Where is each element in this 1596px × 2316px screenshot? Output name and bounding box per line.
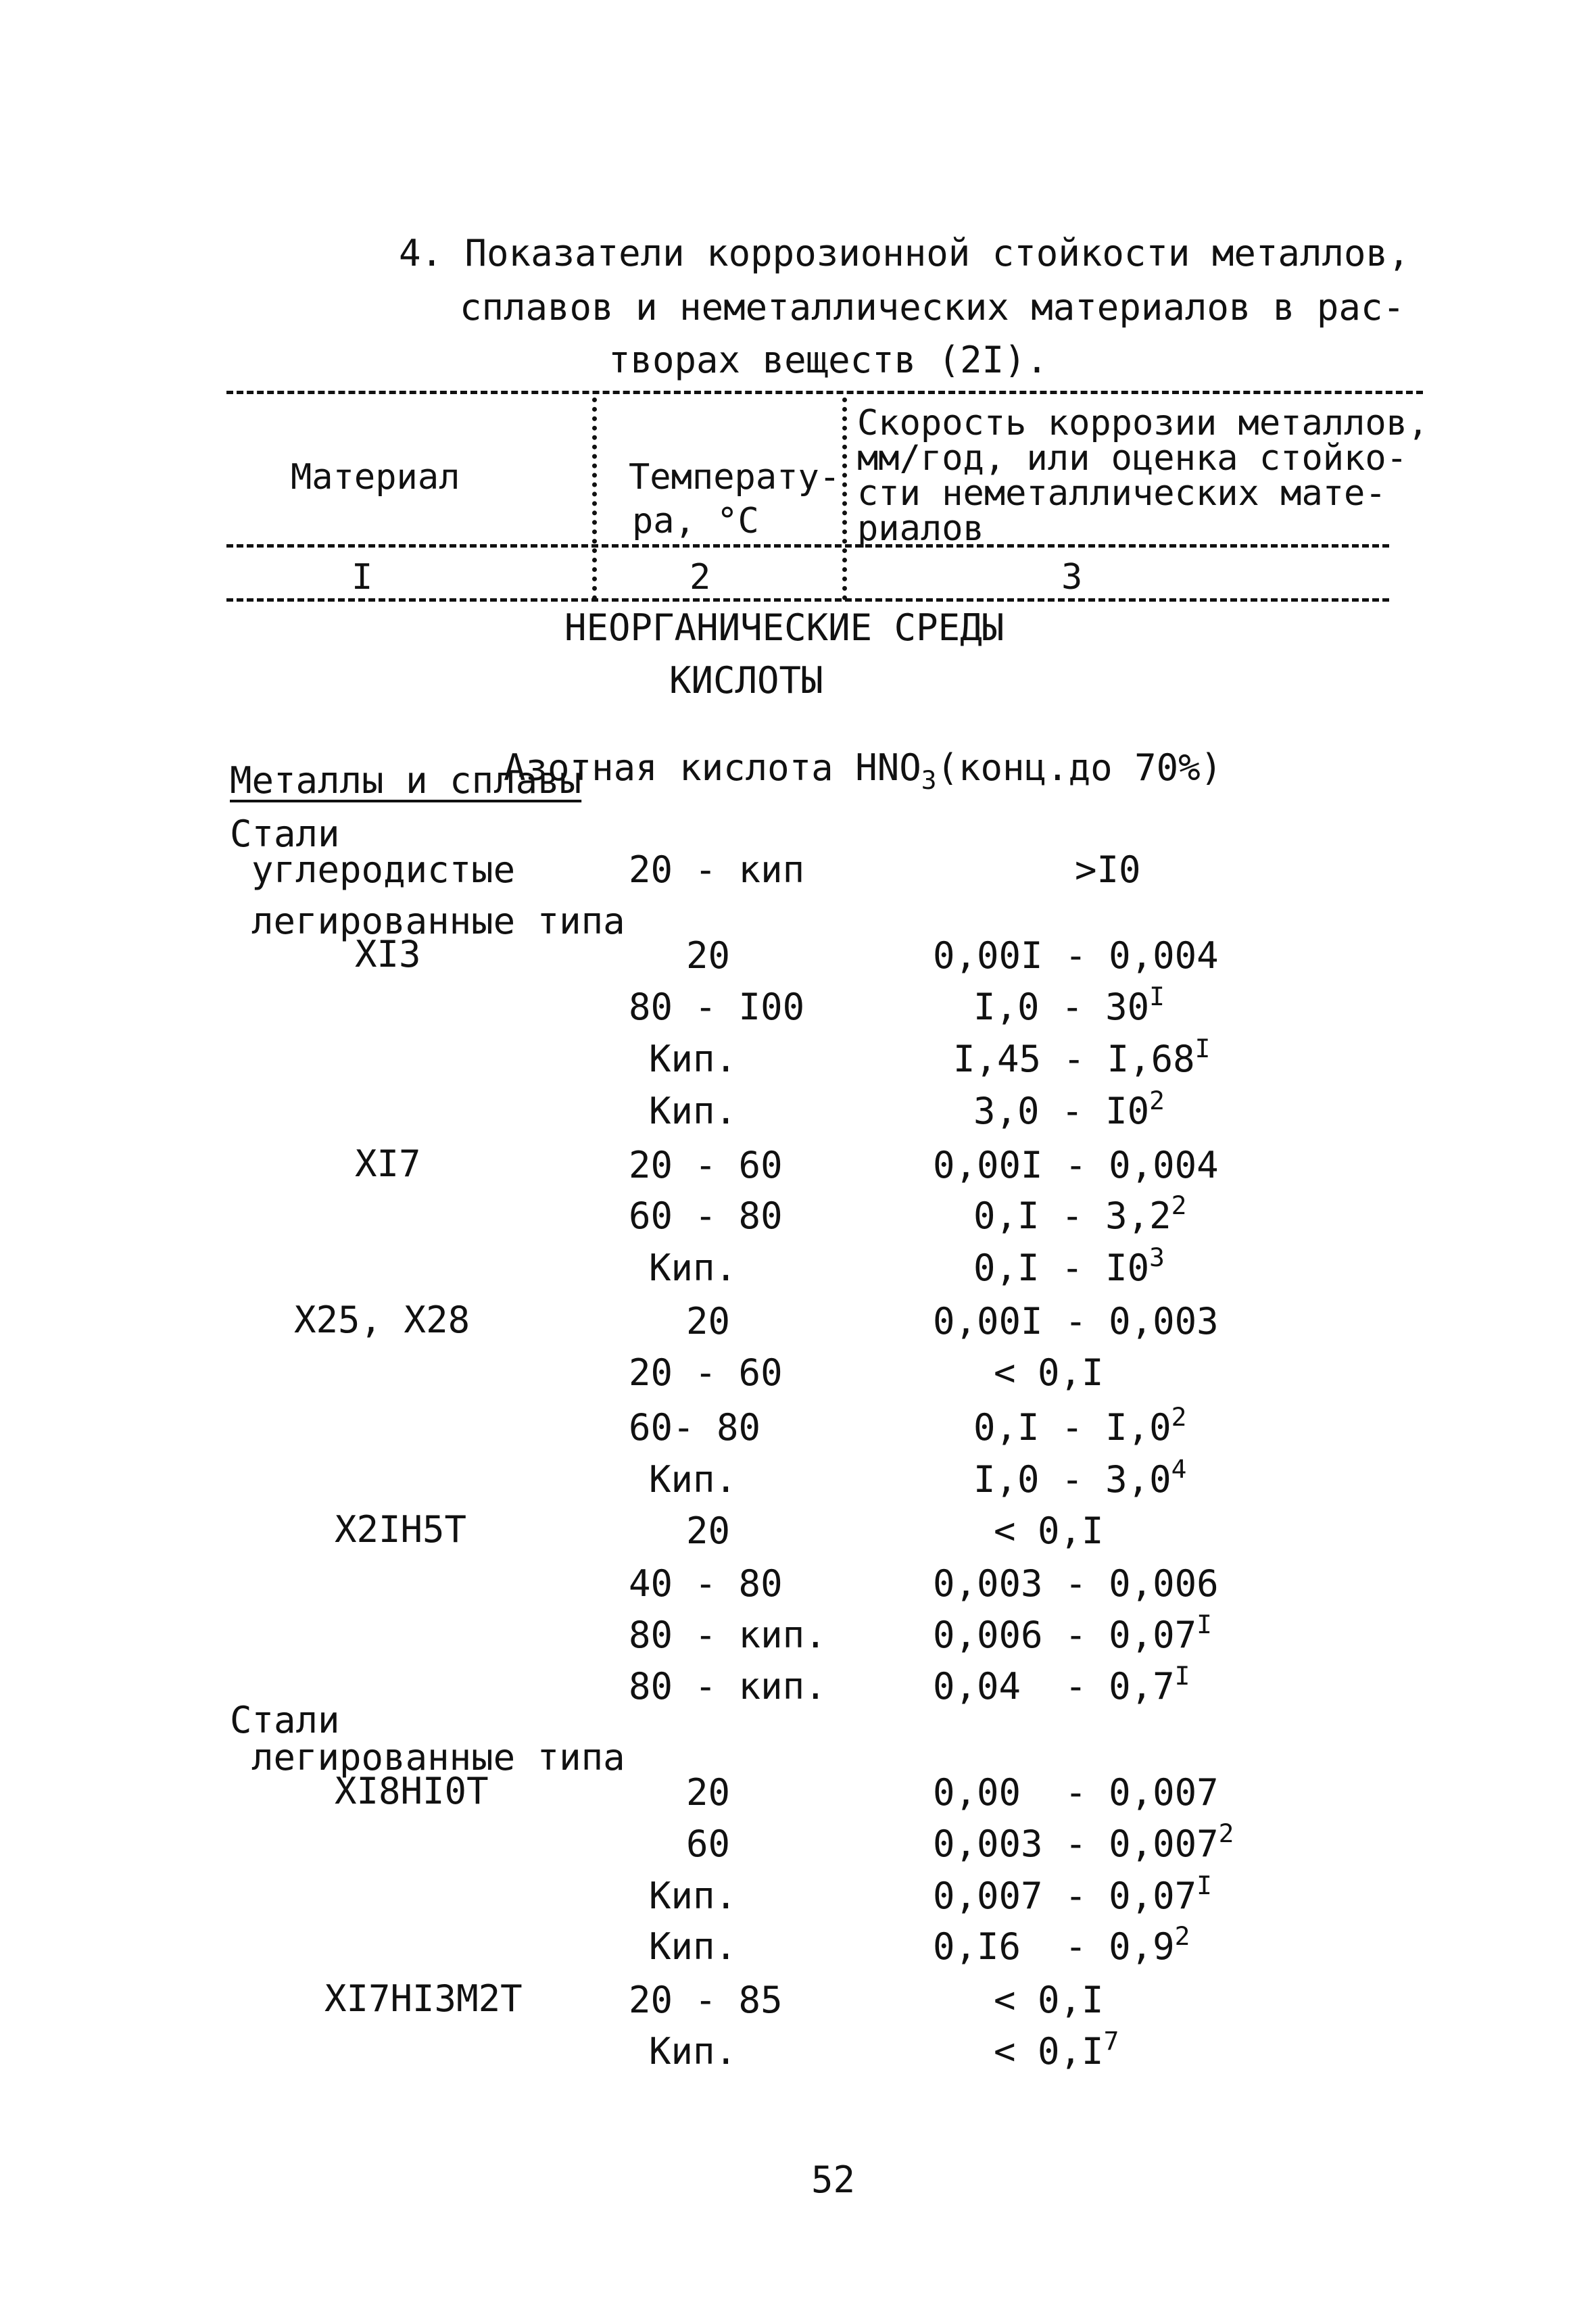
row-temperature: Кип. xyxy=(649,1038,737,1080)
header-top-rule xyxy=(226,391,1423,394)
row-corrosion-rate xyxy=(933,1300,1219,1343)
rate-value: 0,003 - 0,006 xyxy=(933,1562,1219,1605)
rate-value: 0,I - I0 xyxy=(973,1247,1150,1289)
rate-footnote-ref: I xyxy=(1149,982,1165,1012)
rate-value: I,45 - I,68 xyxy=(953,1038,1195,1080)
row-material: XI8HI0T xyxy=(335,1770,489,1812)
column-number-3: 3 xyxy=(1061,557,1083,598)
row-corrosion-rate xyxy=(973,1454,1187,1501)
rate-value: 0,00I - 0,004 xyxy=(933,934,1219,977)
row-temperature: 40 - 80 xyxy=(629,1562,783,1605)
column-separator-2 xyxy=(842,397,847,600)
row-temperature: 20 - 60 xyxy=(629,1351,783,1394)
group-steels-2-line-1: Стали xyxy=(230,1699,340,1741)
rate-footnote-ref: 2 xyxy=(1171,1190,1187,1221)
row-temperature: 80 - I00 xyxy=(629,986,805,1028)
row-temperature: Кип. xyxy=(649,2030,737,2073)
row-material: X25, X28 xyxy=(294,1299,470,1341)
rate-footnote-ref: I xyxy=(1194,1034,1211,1064)
rate-footnote-ref: 3 xyxy=(1149,1243,1165,1273)
row-temperature: Кип. xyxy=(649,1090,737,1132)
rate-value: 0,I6 - 0,9 xyxy=(933,1925,1175,1968)
row-material: XI7HI3M2T xyxy=(324,1977,523,2020)
row-temperature: Кип. xyxy=(649,1247,737,1289)
group-steels-2-line-2: легированные типа xyxy=(251,1736,625,1779)
rate-footnote-ref: 7 xyxy=(1103,2026,1119,2056)
rate-value: 0,00I - 0,003 xyxy=(933,1300,1219,1343)
rate-value: < 0,I xyxy=(994,1351,1104,1394)
table-title-line-1: 4. Показатели коррозионной стойкости металлов, xyxy=(399,232,1410,274)
group-steels-1-line-2: углеродистые xyxy=(251,848,516,891)
column-number-2: 2 xyxy=(690,557,711,598)
row-temperature: 20 xyxy=(686,1510,731,1552)
row-material: X2IH5T xyxy=(335,1508,467,1551)
rate-value: 0,00I - 0,004 xyxy=(933,1144,1219,1186)
row-corrosion-rate xyxy=(994,1979,1104,2021)
row-material: XI7 xyxy=(355,1142,421,1185)
acid-name: Азотная кислота $HNO_3(конц.до$ 70%) xyxy=(504,746,1223,796)
row-temperature: 20 - кип xyxy=(629,848,805,891)
row-temperature: 20 xyxy=(686,934,731,977)
column-separator-1 xyxy=(592,397,597,600)
rate-footnote-ref: 2 xyxy=(1218,1818,1234,1849)
header-material: Материал xyxy=(291,457,460,498)
rate-value: 0,003 - 0,007 xyxy=(933,1823,1219,1865)
rate-value: < 0,I xyxy=(994,1510,1104,1552)
row-temperature: 80 - кип. xyxy=(629,1665,827,1708)
row-corrosion-rate xyxy=(933,1144,1219,1186)
rate-footnote-ref: 2 xyxy=(1174,1921,1190,1952)
row-temperature: 60 xyxy=(686,1823,731,1865)
header-middle-rule xyxy=(226,544,1389,548)
row-temperature: 20 - 85 xyxy=(629,1979,783,2021)
row-corrosion-rate xyxy=(994,1351,1104,1394)
table-title-line-3: творах веществ (2I). xyxy=(608,339,1048,381)
row-temperature: Кип. xyxy=(649,1875,737,1917)
group-steels-1-line-3: легированные типа xyxy=(251,900,625,942)
row-temperature: 20 xyxy=(686,1300,731,1343)
row-corrosion-rate xyxy=(973,982,1165,1028)
row-corrosion-rate xyxy=(1075,848,1141,891)
row-temperature: Кип. xyxy=(649,1925,737,1968)
row-corrosion-rate xyxy=(994,1510,1104,1552)
rate-value: 3,0 - I0 xyxy=(973,1090,1150,1132)
section-acids: КИСЛОТЫ xyxy=(669,659,823,702)
row-corrosion-rate xyxy=(933,1562,1219,1605)
row-corrosion-rate xyxy=(933,1661,1190,1708)
row-corrosion-rate xyxy=(933,1610,1212,1656)
page-number: 52 xyxy=(811,2158,856,2201)
row-temperature: 20 xyxy=(686,1771,731,1814)
rate-footnote-ref: I xyxy=(1174,1661,1190,1691)
rate-value: 0,04 - 0,7 xyxy=(933,1665,1175,1708)
header-rate-line-4: риалов xyxy=(857,508,984,549)
section-inorganic: НЕОРГАНИЧЕСКИЕ СРЕДЫ xyxy=(564,606,1005,649)
row-corrosion-rate xyxy=(933,1818,1234,1865)
header-rate-line-2: мм/год, или оценка стойко- xyxy=(857,438,1407,479)
row-corrosion-rate xyxy=(973,1086,1165,1132)
row-temperature: Кип. xyxy=(649,1458,737,1501)
row-temperature: 20 - 60 xyxy=(629,1144,783,1186)
row-corrosion-rate xyxy=(973,1243,1165,1289)
table-title-line-2: сплавов и неметаллических материалов в рас- xyxy=(460,286,1405,329)
row-corrosion-rate xyxy=(933,1871,1212,1917)
rate-footnote-ref: I xyxy=(1196,1610,1212,1640)
rate-value: I,0 - 30 xyxy=(973,986,1150,1028)
header-temperature-line-1: Температу- xyxy=(629,457,841,498)
rate-value: 0,I - I,0 xyxy=(973,1406,1171,1449)
section-metals: Металлы и сплавы xyxy=(230,759,582,802)
row-corrosion-rate xyxy=(933,1771,1219,1814)
row-temperature: 60- 80 xyxy=(629,1406,761,1449)
row-material: XI3 xyxy=(355,933,421,975)
rate-footnote-ref: I xyxy=(1196,1871,1212,1901)
group-steels-1-line-1: Стали xyxy=(230,813,340,855)
rate-value: 0,007 - 0,07 xyxy=(933,1875,1197,1917)
row-temperature: 60 - 80 xyxy=(629,1195,783,1237)
header-temperature-line-2: ра, °С xyxy=(632,501,759,541)
rate-footnote-ref: 2 xyxy=(1149,1086,1165,1116)
rate-value: I,0 - 3,0 xyxy=(973,1458,1171,1501)
rate-footnote-ref: 4 xyxy=(1171,1454,1187,1485)
header-bottom-rule xyxy=(226,598,1389,602)
column-number-1: I xyxy=(352,557,373,598)
row-corrosion-rate xyxy=(933,1921,1190,1968)
rate-value: >I0 xyxy=(1075,848,1141,891)
row-corrosion-rate xyxy=(994,2026,1119,2073)
rate-value: < 0,I xyxy=(994,2030,1104,2073)
rate-value: 0,I - 3,2 xyxy=(973,1195,1171,1237)
row-corrosion-rate xyxy=(933,934,1219,977)
row-corrosion-rate xyxy=(973,1402,1187,1449)
header-rate-line-1: Скорость коррозии металлов, xyxy=(857,403,1429,443)
rate-value: < 0,I xyxy=(994,1979,1104,2021)
header-rate-line-3: сти неметаллических мате- xyxy=(857,473,1386,514)
row-corrosion-rate xyxy=(973,1190,1187,1237)
rate-value: 0,006 - 0,07 xyxy=(933,1614,1197,1656)
row-corrosion-rate xyxy=(953,1034,1211,1080)
rate-footnote-ref: 2 xyxy=(1171,1402,1187,1432)
row-temperature: 80 - кип. xyxy=(629,1614,827,1656)
rate-value: 0,00 - 0,007 xyxy=(933,1771,1219,1814)
